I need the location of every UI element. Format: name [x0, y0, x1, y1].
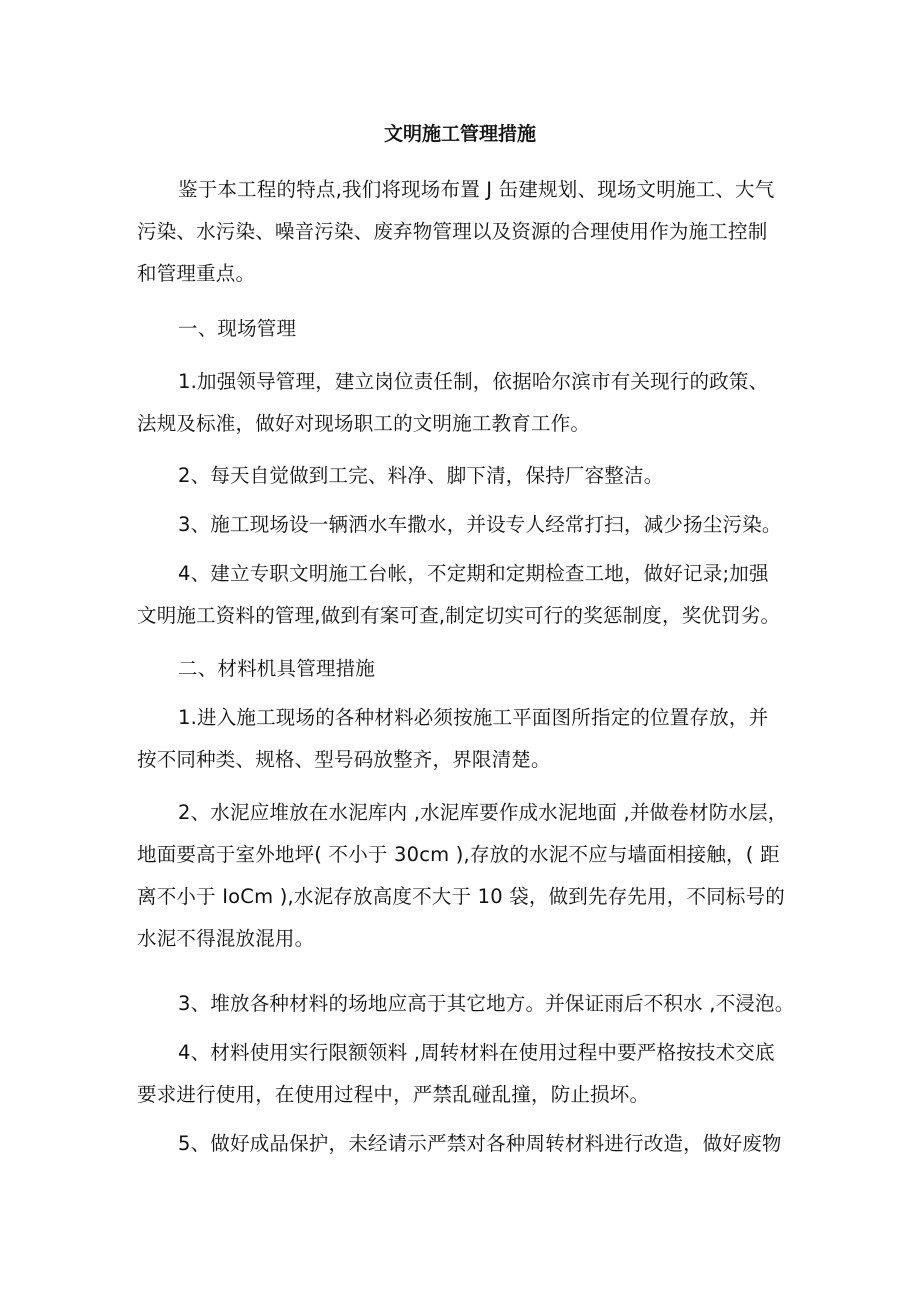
- paragraph-line: 法规及标准，做好对现场职工的文明施工教育工作。: [137, 412, 591, 435]
- paragraph-line: 按不同种类、规格、型号码放整齐，界限清楚。: [137, 748, 551, 771]
- paragraph-line: 地面要高于室外地坪( 不小于 30cm ),存放的水泥不应与墙面相接触，( 距: [137, 843, 780, 866]
- section-heading-site-management: [137, 308, 797, 350]
- paragraph-line: 离不小于 IoCm ),水泥存放高度不大于 10 袋，做到先存先用，不同标号的: [137, 885, 786, 908]
- paragraph-item-2: [137, 455, 797, 497]
- paragraph-line: 5、做好成品保护，未经请示严禁对各种周转材料进行改造，做好废物: [178, 1132, 782, 1155]
- section-heading-materials: [137, 648, 797, 690]
- paragraph-material-5: [137, 1123, 797, 1165]
- paragraph-line: 要求进行使用，在使用过程中，严禁乱碰乱撞，防止损坏。: [137, 1083, 650, 1106]
- paragraph-item-4: [137, 553, 797, 637]
- section-heading-line: 一、现场管理: [178, 317, 297, 340]
- paragraph-line: 4、建立专职文明施工台帐，不定期和定期检查工地，做好记录;加强: [178, 562, 769, 585]
- paragraph-material-4: [137, 1032, 797, 1116]
- paragraph-line: 1.进入施工现场的各种材料必须按施工平面图所指定的位置存放，并: [178, 706, 769, 729]
- paragraph-intro: [137, 169, 797, 295]
- paragraph-line: 水泥不得混放混用。: [137, 927, 315, 950]
- paragraph-line: 污染、水污染、噪音污染、废弃物管理以及资源的合理使用作为施工控制: [137, 220, 768, 243]
- paragraph-material-2: [137, 792, 797, 960]
- paragraph-material-3: [137, 983, 797, 1025]
- paragraph-item-3: [137, 504, 797, 546]
- paragraph-line: 2、每天自觉做到工完、料净、脚下清，保持厂容整洁。: [178, 464, 664, 487]
- section-heading-line: 二、材料机具管理措施: [178, 657, 376, 680]
- paragraph-line: 文明施工资料的管理,做到有案可查,制定切实可行的奖惩制度，奖优罚劣。: [137, 604, 781, 627]
- paragraph-line: 1.加强领导管理，建立岗位责任制，依据哈尔滨市有关现行的政策、: [178, 370, 769, 393]
- document-title: 文明施工管理措施: [383, 123, 536, 145]
- paragraph-material-1: [137, 697, 797, 781]
- paragraph-line: 鉴于本工程的特点,我们将现场布置 J 缶建规划、现场文明施工、大气: [178, 178, 775, 201]
- paragraph-line: 4、材料使用实行限额领料 ,周转材料在使用过程中要严格按技术交底: [178, 1041, 775, 1064]
- paragraph-item-1: [137, 361, 797, 445]
- paragraph-line: 和管理重点。: [137, 262, 256, 285]
- paragraph-line: 3、施工现场设一辆洒水车撒水，并设专人经常打扫，减少扬尘污染。: [178, 513, 782, 536]
- paragraph-line: 2、水泥应堆放在水泥库内 ,水泥库要作成水泥地面 ,并做卷材防水层，: [178, 801, 788, 824]
- paragraph-line: 3、堆放各种材料的场地应高于其它地方。并保证雨后不积水 ,不浸泡。: [178, 992, 795, 1015]
